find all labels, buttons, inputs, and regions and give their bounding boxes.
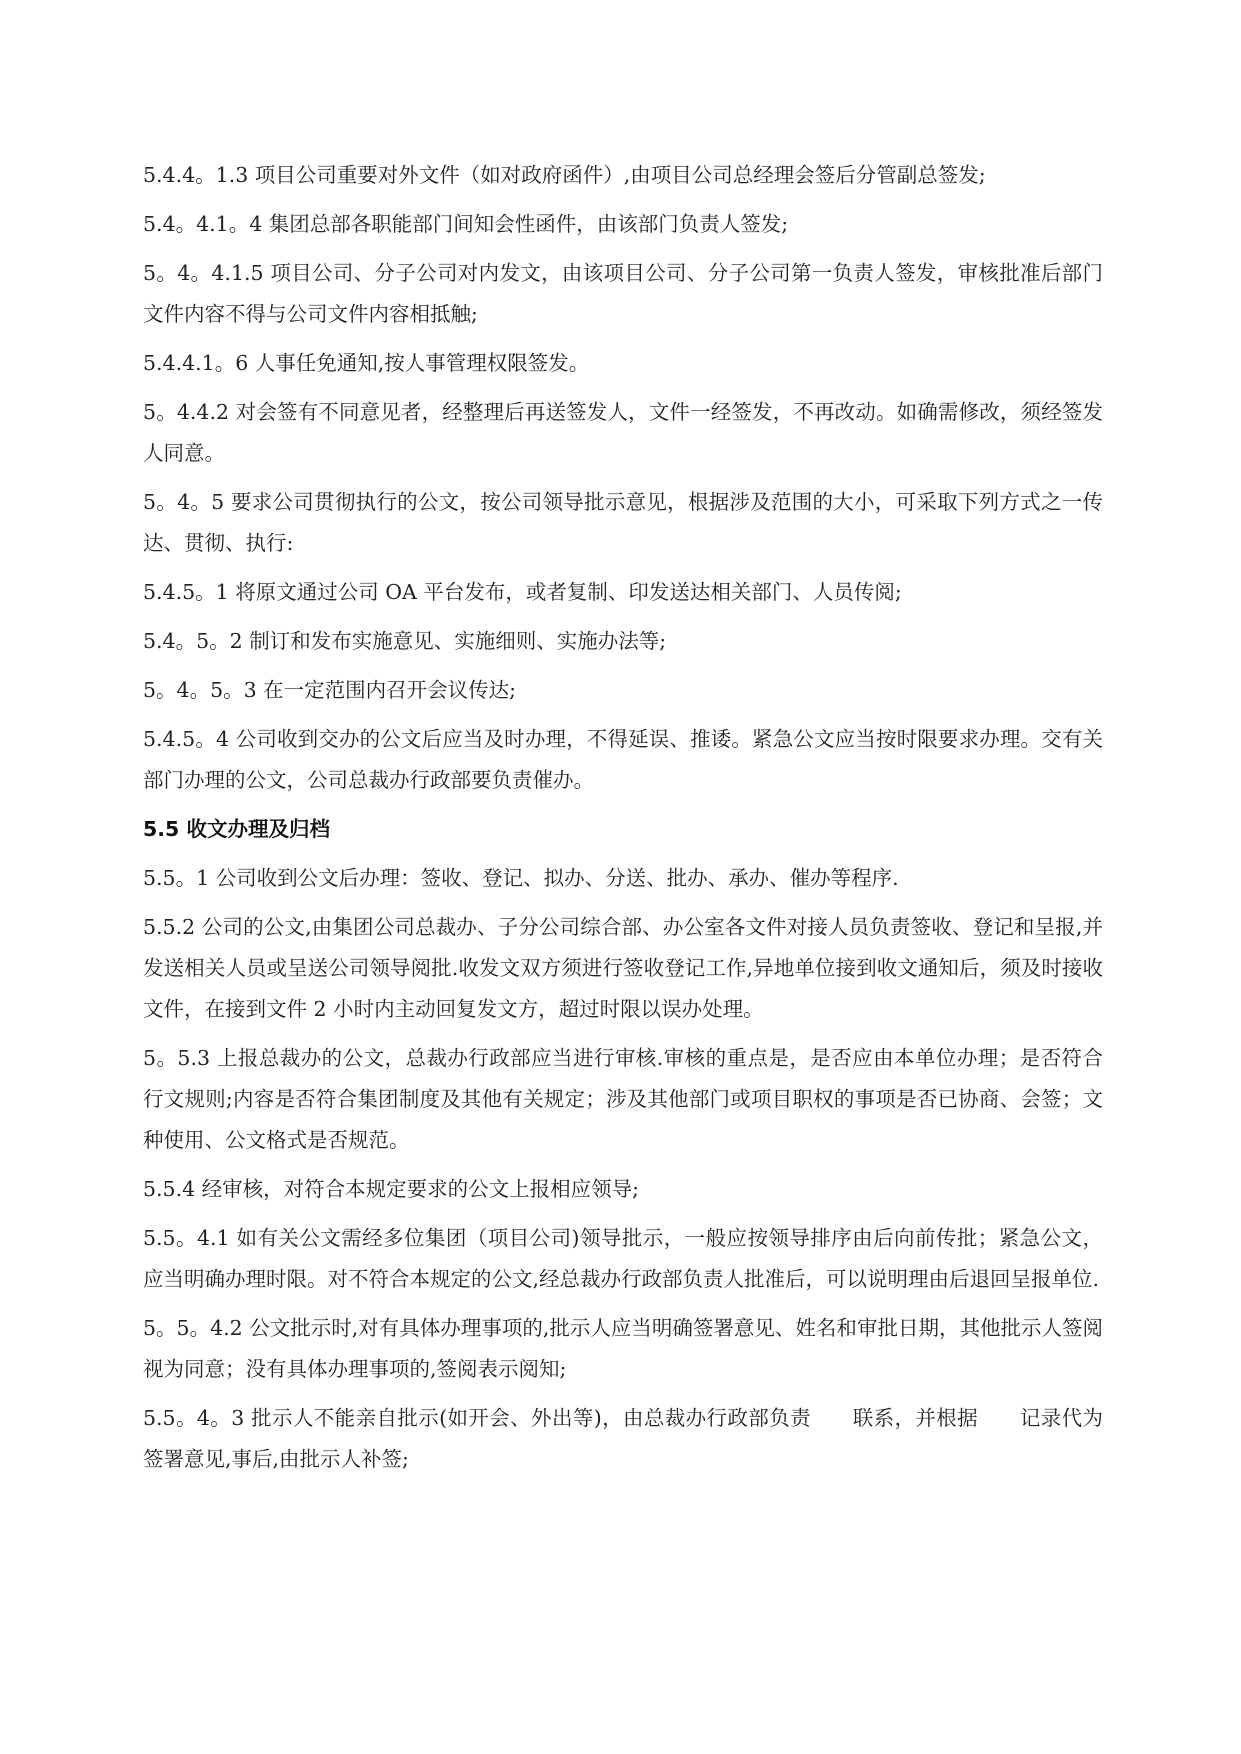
clause-paragraph: 5.4。5。2 制订和发布实施意见、实施细则、实施办法等; (143, 629, 667, 653)
clause-paragraph: 5.5。4.1 如有关公文需经多位集团（项目公司)领导批示，一般应按领导排序由后向前传批；紧急公文，应当明确办理时限。对不符合本规定的公文,经总裁办行政部负责人批准后，可以说明理由后退回呈报单位. (143, 1226, 1103, 1291)
clause-paragraph: 5.4.5。4 公司收到交办的公文后应当及时办理，不得延误、推诿。紧急公文应当按时限要求办理。交有关部门办理的公文，公司总裁办行政部要负责催办。 (143, 727, 1103, 792)
section-heading: 5.5 收文办理及归档 (143, 817, 330, 841)
clause-paragraph: 5.4.4。1.3 项目公司重要对外文件（如对政府函件）,由项目公司总经理会签后分管副总签发; (143, 163, 986, 187)
clause-paragraph: 5.5。4。3 批示人不能亲自批示(如开会、外出等)，由总裁办行政部负责 联系，并根据 记录代为签署意见,事后,由批示人补签; (143, 1406, 1103, 1471)
document-body (143, 155, 1103, 1488)
clause-paragraph: 5.4.4.1。6 人事任免通知,按人事管理权限签发。 (143, 351, 590, 375)
clause-paragraph: 5。5。4.2 公文批示时,对有具体办理事项的,批示人应当明确签署意见、姓名和审批日期，其他批示人签阅视为同意；没有具体办理事项的,签阅表示阅知; (143, 1316, 1103, 1381)
clause-paragraph: 5.5.4 经审核，对符合本规定要求的公文上报相应领导; (143, 1177, 640, 1201)
clause-paragraph: 5.5.2 公司的公文,由集团公司总裁办、子分公司综合部、办公室各文件对接人员负责签收、登记和呈报,并发送相关人员或呈送公司领导阅批.收发文双方须进行签收登记工作,异地单位接到收文通知后，须及时接收文件，在接到文件 2 小时内主动回复发文方，超过时限以误办处理。 (143, 915, 1103, 1021)
clause-paragraph: 5。4.4.2 对会签有不同意见者，经整理后再送签发人，文件一经签发，不再改动。如确需修改，须经签发人同意。 (143, 400, 1103, 465)
clause-paragraph: 5。4。5。3 在一定范围内召开会议传达; (143, 678, 517, 702)
clause-paragraph: 5.4。4.1。4 集团总部各职能部门间知会性函件，由该部门负责人签发; (143, 212, 789, 236)
clause-paragraph: 5.4.5。1 将原文通过公司 OA 平台发布，或者复制、印发送达相关部门、人员传阅; (143, 580, 902, 604)
clause-paragraph: 5。4。5 要求公司贯彻执行的公文，按公司领导批示意见，根据涉及范围的大小，可采取下列方式之一传达、贯彻、执行: (143, 490, 1103, 555)
clause-paragraph: 5。4。4.1.5 项目公司、分子公司对内发文，由该项目公司、分子公司第一负责人签发，审核批准后部门文件内容不得与公司文件内容相抵触; (143, 261, 1103, 326)
clause-paragraph: 5.5。1 公司收到公文后办理：签收、登记、拟办、分送、批办、承办、催办等程序. (143, 866, 899, 890)
clause-paragraph: 5。5.3 上报总裁办的公文，总裁办行政部应当进行审核.审核的重点是，是否应由本单位办理；是否符合行文规则;内容是否符合集团制度及其他有关规定；涉及其他部门或项目职权的事项是否已协商、会签；文种使用、公文格式是否规范。 (143, 1046, 1103, 1152)
